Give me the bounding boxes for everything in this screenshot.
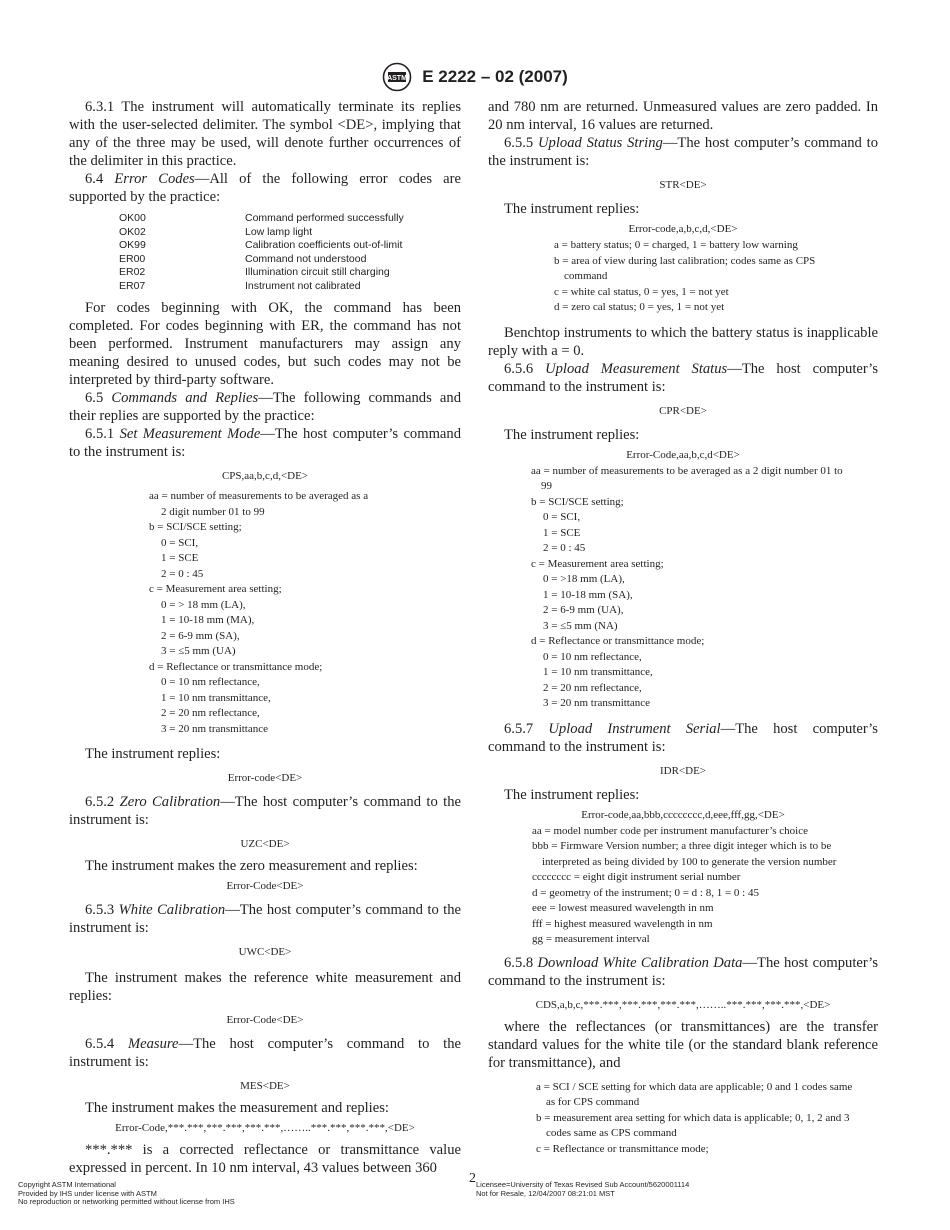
str-definitions: a = battery status; 0 = charged, 1 = battery low warning b = area of view during last calibration; codes same as CPS command c = white cal status, 0 = yes, 1 = not yet d = zero cal status; 0 = yes, 1 = not yet [554,239,816,313]
table-row: OK02 Low lamp light [119,225,313,238]
footer-license: Licensee=University of Texas Revised Sub Account/5620001114 Not for Resale, 12/04/2007 08:21:01 MST [476,1180,690,1198]
section-6-5-5: 6.5.5 Upload Status String—The host computer’s command to the instrument is: [488,135,878,169]
replies-text: The instrument replies: [504,786,640,803]
mes-command: MES<DE> [240,1080,290,1092]
cpr-definitions: aa = number of measurements to be averaged as a 2 digit number 01 to 99 b = SCI/SCE setting; 0 = SCI, 1 = SCE 2 = 0 : 45 c = Measurement area setting; 0 = >18 mm (LA), 1 = 10-18 mm (SA), 2 = 6-9 mm (UA), 3 = ≤5 mm (NA) d = Reflectance or transmittance mode; 0 = 10 nm reflectance, 1 = 10 nm transmittance, 2 = 20 nm reflectance, 3 = 20 nm transmittance [531,464,843,709]
section-6-5-6: 6.5.6 Upload Measurement Status—The host computer’s command to the instrument is: [488,360,878,395]
cps-definitions: aa = number of measurements to be averaged as a 2 digit number 01 to 99 b = SCI/SCE setting; 0 = SCI, 1 = SCE 2 = 0 : 45 c = Measurement area setting; 0 = > 18 mm (LA), 1 = 10-18 mm (MA), 2 = 6-9 mm (SA), 3 = ≤5 mm (UA) d = Reflectance or transmittance mode; 0 = 10 nm reflectance, 1 = 10 nm transmittance, 2 = 20 nm reflectance, 3 = 20 nm transmittance [149,490,369,735]
zero-reply: Error-Code<DE> [226,880,304,892]
footer-copyright: Copyright ASTM International Provided by IHS under license with ASTM No reproduction or networking permitted without license from IHS [18,1180,235,1206]
section-6-5-4: 6.5.4 Measure—The host computer’s command to the instrument is: [69,1036,461,1070]
standard-designation: E 2222 – 02 (2007) [422,67,568,86]
right-column [488,98,878,1163]
section-6-5-7: 6.5.7 Upload Instrument Serial—The host computer’s command to the instrument is: [488,720,878,755]
idr-reply: Error-code,aa,bbb,cccccccc,d,eee,fff,gg,<DE> [581,808,785,821]
error-codes-table [119,212,404,293]
uwc-command: UWC<DE> [238,946,292,958]
cpr-reply: Error-Code,aa,b,c,d<DE> [626,448,740,461]
white-reply: Error-Code<DE> [226,1014,304,1026]
section-6-5-8: 6.5.8 Download White Calibration Data—The host computer’s command to the instrument is: [488,954,878,989]
cpr-command: CPR<DE> [659,404,707,417]
left-column [69,98,461,1177]
zero-reply-text: The instrument makes the zero measurement and replies: [85,858,418,874]
cps-command: CPS,aa,b,c,d,<DE> [221,470,309,482]
cds-definitions: a = SCI / SCE setting for which data are applicable; 0 and 1 codes same as for CPS command b = measurement area setting for which data is applicable; 0, 1, 2 and 3 codes same as CPS command c = Reflectance or transmittance mode; [536,1080,853,1155]
measure-reply-text: The instrument makes the measurement and replies: [85,1100,389,1116]
page-header [0,62,950,92]
str-reply: Error-code,a,b,c,d,<DE> [628,223,738,235]
idr-command: IDR<DE> [659,764,706,777]
paragraph-6-3-1: 6.3.1 The instrument will automatically terminate its replies with the user-selected delimiter. The symbol <DE>, implying that any of the three may be used, will denote further occurrences of the delimiter in this practice. [69,99,461,169]
cds-command: CDS,a,b,c,***.***,***.***,***.***,……..***.***,***.***,<DE> [535,998,831,1011]
reply-error-code: Error-code<DE> [227,772,303,784]
section-6-5-1: 6.5.1 Set Measurement Mode—The host computer’s command to the instrument is: [69,426,461,460]
svg-text:ASTM: ASTM [387,75,408,82]
table-row: OK00 Command performed successfully [119,212,404,224]
section-6-4: 6.4 Error Codes—All of the following error codes are supported by the practice: [69,171,461,205]
measure-reply: Error-Code,***.***,***.***,***.***,……..***.***,***.***,<DE> [115,1122,415,1134]
table-row: OK99 Calibration coefficients out-of-limit [119,239,403,251]
section-6-5-2: 6.5.2 Zero Calibration—The host computer’s command to the instrument is: [69,794,462,828]
table-row: ER00 Command not understood [119,252,367,265]
astm-logo-icon [382,62,412,92]
table-row: ER07 Instrument not calibrated [119,279,361,292]
replies-text: The instrument replies: [85,746,221,762]
paragraph-where: where the reflectances (or transmittances) are the transfer standard values for the white tile (or the standard blank reference for transmittance), and [488,1018,878,1071]
paragraph-codes: For codes beginning with OK, the command has been completed. For codes beginning with ER, the command has not been performed. Instrument manufacturers may assign any meaning desired to unused codes, but such codes may not be interpreted by third-party software. [69,300,461,388]
str-command: STR<DE> [659,179,707,191]
white-reply-text: The instrument makes the reference white measurement and replies: [69,970,461,1004]
page-number: 2 [469,1171,476,1186]
uzc-command: UZC<DE> [240,838,290,850]
table-row: ER02 Illumination circuit still charging [119,266,390,278]
idr-definitions: aa = model number code per instrument manufacturer’s choice bbb = Firmware Version number; a three digit integer which is to be interpreted as being divided by 100 to generate the version number cccccccc = eight digit instrument serial number d = geometry of the instrument; 0 = d : 8, 1 = 0 : 45 eee = lowest measured wavelength in nm fff = highest measured wavelength in nm gg = measurement interval [532,824,837,945]
section-6-5: 6.5 Commands and Replies—The following commands and their replies are supported by the practice: [69,390,461,424]
paragraph-continued: and 780 nm are returned. Unmeasured values are zero padded. In 20 nm interval, 16 values are returned. [488,99,878,133]
section-6-5-3: 6.5.3 White Calibration—The host computer’s command to the instrument is: [69,902,461,936]
paragraph-value: ***.*** is a corrected reflectance or transmittance value expressed in percent. In 10 nm interval, 43 values between 360 [69,1142,461,1176]
paragraph-benchtop: Benchtop instruments to which the battery status is inapplicable reply with a = 0. [488,324,878,359]
replies-text: The instrument replies: [504,201,640,217]
replies-text: The instrument replies: [504,426,640,443]
